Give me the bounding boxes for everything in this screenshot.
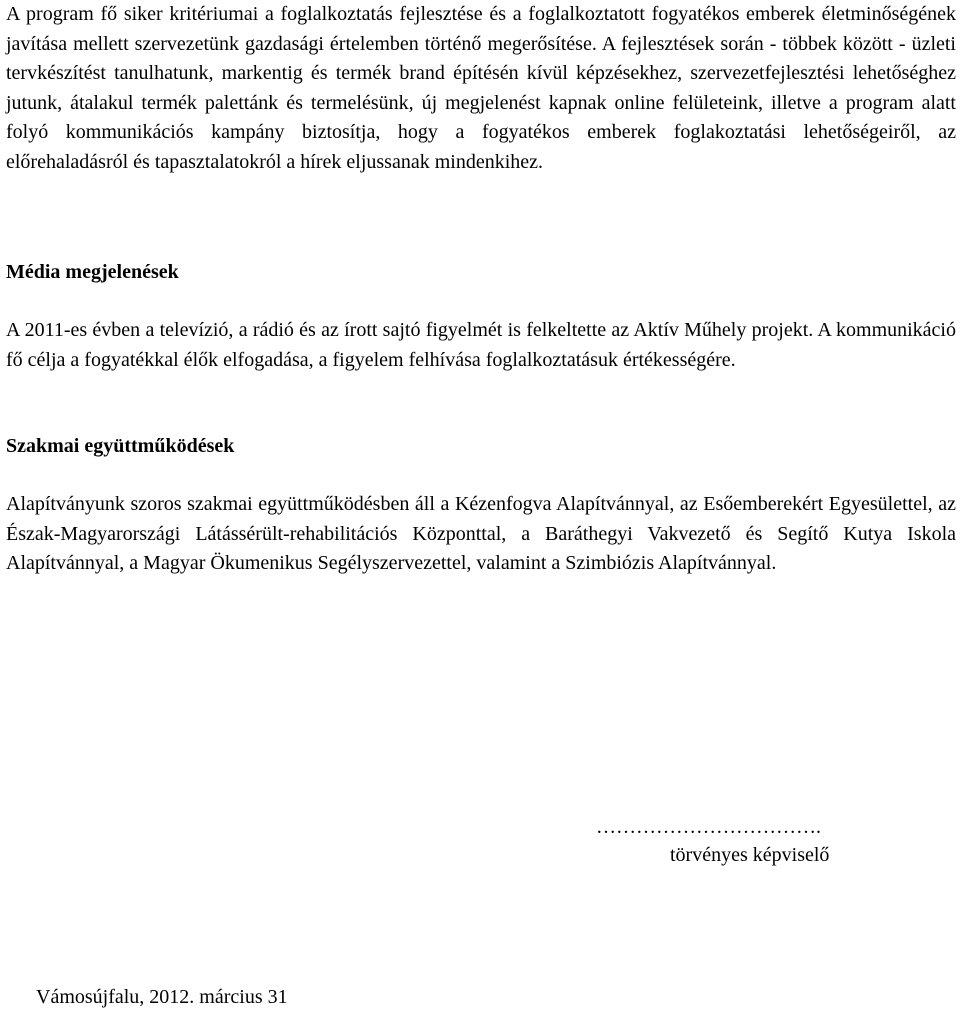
- signature-line: …………………………….: [596, 816, 821, 838]
- media-heading: Média megjelenések: [6, 261, 179, 283]
- intro-paragraph: A program fő siker kritériumai a foglalkoztatás fejlesztése és a foglalkoztatott fogyatékos emberek életminőségének javítása mellett szervezetünk gazdasági értelemben történő megerősítése. A fejlesztések során - többek között - üzleti tervkészítést tanulhatunk, markentig és termék brand építésén kívül képzésekhez, szervezetfejlesztési lehetőséghez jutunk, átalakul termék palettánk és termelésünk, új megjelenést kapnak online felületeink, illetve a program alatt folyó kommunikációs kampány biztosítja, hogy a fogyatékos emberek foglakoztatási lehetőségeiről, az előrehaladásról és tapasztalatokról a hírek eljussanak mindenkihez.: [6, 3, 956, 173]
- cooperation-paragraph: Alapítványunk szoros szakmai együttműködésben áll a Kézenfogva Alapítvánnyal, az Esőemberekért Egyesülettel, az Észak-Magyarországi Látássérült-rehabilitációs Központtal, a Baráthegyi Vakvezető és Segítő Kutya Iskola Alapítvánnyal, a Magyar Ökumenikus Segélyszervezettel, valamint a Szimbiózis Alapítvánnyal.: [6, 493, 956, 574]
- cooperation-heading: Szakmai együttműködések: [6, 435, 235, 457]
- place-date: Vámosújfalu, 2012. március 31: [36, 986, 288, 1008]
- signature-title: törvényes képviselő: [670, 844, 830, 866]
- media-paragraph: A 2011-es évben a televízió, a rádió és az írott sajtó figyelmét is felkeltette az Aktív Műhely projekt. A kommunikáció fő célja a fogyatékkal élők elfogadása, a figyelem felhívása foglalkoztatásuk értékességére.: [6, 319, 956, 371]
